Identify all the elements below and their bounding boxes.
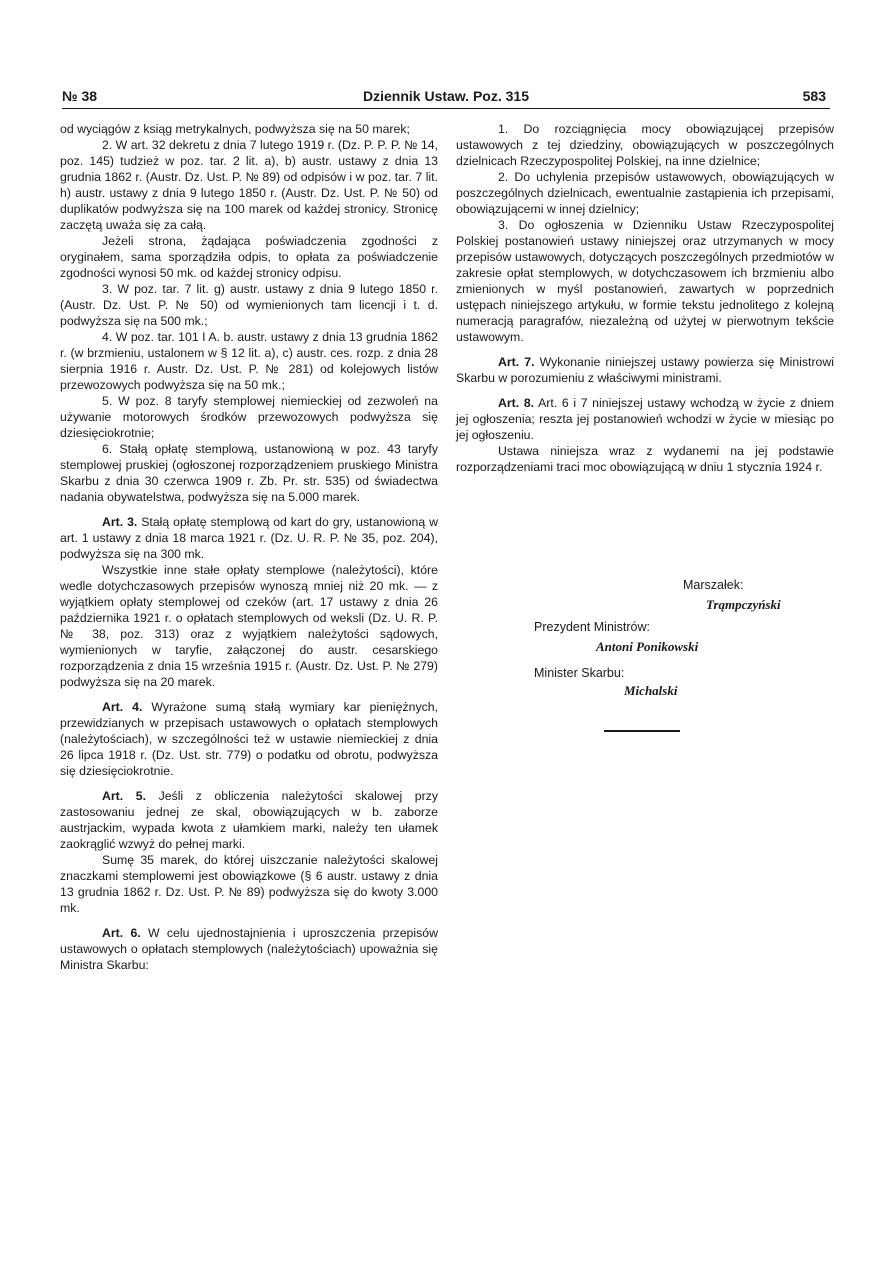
left-column [60, 121, 438, 973]
article-text: Art. 6 i 7 niniejszej ustawy wchodzą w życie z dniem jej ogłoszenia; reszta jej postanowień wchodzi w życie w miesiąc po jej ogłoszeniu. [456, 396, 834, 442]
article-paragraph [60, 699, 438, 779]
article-text: Wykonanie niniejszej ustawy powierza się Ministrowi Skarbu w porozumieniu z właściwymi ministrami. [456, 355, 834, 385]
text-paragraph: Jeżeli strona, żądająca poświadczenia zgodności z oryginałem, sama sporządziła odpis, to opłata za poświadczenie zgodności wynosi 50 mk. od każdej stronicy odpisu. [60, 234, 438, 280]
page-number: 583 [802, 88, 826, 104]
article-text: W celu ujednostajnienia i uproszczenia przepisów ustawowych o opłatach stemplowych (należytościach) upoważnia się Ministra Skarbu: [60, 926, 438, 972]
article-text: Jeśli z obliczenia należytości skalowej przy zastosowaniu jednej ze skal, obowiązujących w b. zaborze austrjackim, wypada kwota z ułamkiem marki, należy ten ułamek zaokrąglić wzwyż do pełnej marki. [60, 789, 438, 851]
article-label: Art. 5. [102, 789, 146, 803]
pm-title: Prezydent Ministrów: [534, 620, 651, 634]
text-paragraph: 6. Stałą opłatę stemplową, ustanowioną w poz. 43 taryfy stemplowej pruskiej (ogłoszonej rozporządzeniem pruskiego Ministra Skarbu z dnia 30 czerwca 1909 r. Zb. Pr. str. 535) od świadectwa nadania obywatelstwa, podwyższa się na 5.000 marek. [60, 442, 438, 504]
text-paragraph: 2. W art. 32 dekretu z dnia 7 lutego 1919 r. (Dz. P. P. P. № 14, poz. 145) tudzież w poz. tar. 2 lit. a), b) austr. ustawy z dnia 13 grudnia 1862 r. (Austr. Dz. Ust. P. № 89) od odpisów i w poz. tar. 7 lit. h) austr. ustawy z dnia 9 lutego 1850 r. (Austr. Dz. Ust. P. № 50) od duplikatów podwyższa się na 100 marek od każdej stronicy. Stronicę zaczętą uważa się za całą. [60, 138, 438, 232]
text-paragraph: 3. W poz. tar. 7 lit. g) austr. ustawy z dnia 9 lutego 1850 r. (Austr. Dz. Ust. P. № 50) od wymienionych tam licencji i t. d. podwyższa się na 500 mk.; [60, 282, 438, 328]
pm-name: Antoni Ponikowski [596, 639, 699, 654]
article-paragraph [60, 788, 438, 852]
marshal-title: Marszałek: [683, 578, 744, 592]
closing-rule [604, 730, 680, 732]
finance-minister-title: Minister Skarbu: [534, 666, 625, 680]
marshal-name: Trąmpczyński [706, 597, 781, 612]
article-paragraph [456, 354, 834, 386]
page-header [62, 86, 830, 109]
article-label: Art. 4. [102, 700, 143, 714]
text-paragraph: 1. Do rozciągnięcia mocy obowiązującej przepisów ustawowych z tej dziedziny, obowiązujących w poszczególnych dzielnicach Rzeczypospolitej Polskiej, na inne dzielnice; [456, 122, 834, 168]
text-paragraph: 3. Do ogłoszenia w Dzienniku Ustaw Rzeczypospolitej Polskiej postanowień ustawy niniejszej oraz utrzymanych w mocy przepisów ustawowych, dotyczących poszczególnych przedmiotów w zakresie opłat stemplowych, w dotychczasowem ich brzmieniu albo zmienionych w myśl postanowień, zawartych w poprzednich ustępach niniejszego artykułu, w formie tekstu jednolitego z kolejną numeracją paragrafów, niezależną od użytej w pierwotnym tekście ustawowym. [456, 218, 834, 344]
article-label: Art. 7. [498, 355, 535, 369]
article-paragraph [456, 395, 834, 443]
article-paragraph [60, 925, 438, 973]
text-paragraph: 5. W poz. 8 taryfy stemplowej niemieckiej od zezwoleń na używanie motorowych środków przewozowych podwyższa się dziesięciokrotnie; [60, 394, 438, 440]
article-paragraph [60, 514, 438, 562]
article-label: Art. 6. [102, 926, 141, 940]
issue-number: № 38 [62, 88, 98, 104]
right-column [456, 121, 834, 475]
journal-title: Dziennik Ustaw. Poz. 315 [363, 88, 529, 104]
article-text: Wyrażone sumą stałą wymiary kar pieniężnych, przewidzianych w przepisach ustawowych o opłatach stemplowych (należytościach), w szczególności też w ustawie niemieckiej z dnia 26 lipca 1918 r. (Dz. Ust. str. 779) o podatku od obrotu, podwyższa się dziesięciokrotnie. [60, 700, 438, 778]
article-label: Art. 3. [102, 515, 138, 529]
text-paragraph: Ustawa niniejsza wraz z wydanemi na jej podstawie rozporządzeniami traci moc obowiązującą w dniu 1 stycznia 1924 r. [456, 444, 834, 474]
article-text: Stałą opłatę stemplową od kart do gry, ustanowioną w art. 1 ustawy z dnia 18 marca 1921 r. (Dz. U. R. P. № 35, poz. 204), podwyższa się na 300 mk. [60, 515, 438, 561]
text-paragraph: Sumę 35 marek, do której uiszczanie należytości skalowej znaczkami stemplowemi jest obowiązkowe (§ 6 austr. ustawy z dnia 13 grudnia 1862 r. Dz. Ust. P. № 89) podwyższa się do kwoty 3.000 mk. [60, 853, 438, 915]
text-paragraph: 4. W poz. tar. 101 I A. b. austr. ustawy z dnia 13 grudnia 1862 r. (w brzmieniu, ustalonem w § 12 lit. a), c) austr. ces. rozp. z dnia 28 sierpnia 1916 r. Austr. Dz. Ust. P. № 281) od kolejowych listów przewozowych podwyższa się na 50 mk.; [60, 330, 438, 392]
article-label: Art. 8. [498, 396, 535, 410]
finance-minister-name: Michalski [624, 683, 678, 698]
text-paragraph: 2. Do uchylenia przepisów ustawowych, obowiązujących w poszczególnych dzielnicach, ewentualnie zastąpienia ich przepisami, obowiązującemi w innej dzielnicy; [456, 170, 834, 216]
text-paragraph: Wszystkie inne stałe opłaty stemplowe (należytości), które wedle dotychczasowych przepisów wynoszą mniej niż 20 mk. — z wyjątkiem opłaty stemplowej od czeków (art. 17 ustawy z dnia 26 października 1921 r. o opłatach stemplowych od weksli (Dz. U. R. P. № 38, poz. 313) oraz z wyjątkiem należytości sądowych, wymienionych w taryfie, załączonej do austr. cesarskiego rozporządzenia z dnia 15 września 1915 r. (Austr. Dz. Ust. P. № 279) podwyższa się na 20 marek. [60, 563, 438, 689]
text-paragraph: od wyciągów z ksiąg metrykalnych, podwyższa się na 50 marek; [60, 122, 410, 136]
